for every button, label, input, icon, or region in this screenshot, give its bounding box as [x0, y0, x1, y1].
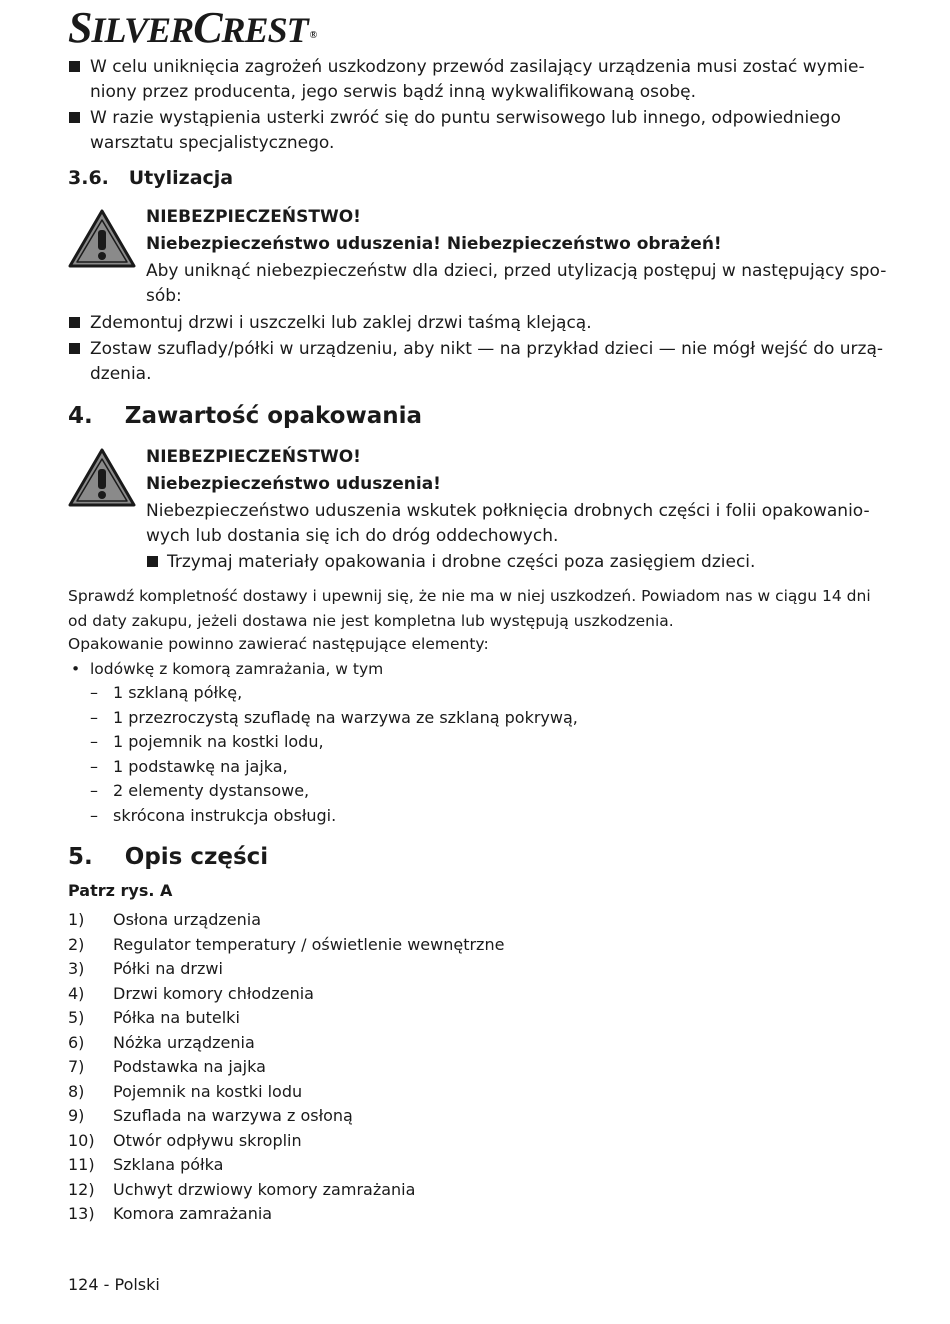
part-label: Szuflada na warzywa z osłoną: [113, 1106, 353, 1125]
brand-logo: SILVERCREST ®: [68, 3, 317, 52]
dash-marker: –: [90, 756, 98, 776]
part-number: 9): [68, 1106, 85, 1125]
list-item: 1 szklaną półkę,: [113, 683, 243, 702]
list-item: W razie wystąpienia usterki zwróć się do puntu serwisowego lub innego, odpowiedniego warsztatu specjalistycznego.: [90, 108, 841, 153]
part-number: 7): [68, 1057, 85, 1076]
part-number: 11): [68, 1155, 95, 1174]
contents-intro: Opakowanie powinno zawierać następujące elementy:: [68, 635, 489, 653]
part-label: Drzwi komory chłodzenia: [113, 983, 314, 1003]
warning-triangle-icon: [68, 208, 136, 268]
part-number: 3): [68, 959, 85, 978]
part-number: 6): [68, 1032, 85, 1052]
list-item: 1 pojemnik na kostki lodu,: [113, 732, 324, 751]
part-label: Półka na butelki: [113, 1008, 240, 1027]
bullet-icon: [69, 343, 80, 354]
bullet-dot: •: [71, 660, 81, 678]
section-heading: 5. Opis części: [68, 844, 269, 870]
part-label: Półki na drzwi: [113, 959, 223, 978]
list-item: Zdemontuj drzwi i uszczelki lub zaklej drzwi taśmą klejącą.: [90, 313, 592, 333]
part-label: Uchwyt drzwiowy komory zamrażania: [113, 1179, 416, 1199]
list-item: 1 przezroczystą szufladę na warzywa ze szklaną pokrywą,: [113, 707, 578, 727]
warning-text: Niebezpieczeństwo uduszenia wskutek połknięcia drobnych części i folii opakowanio- wych lub dostania się ich do dróg oddechowych.: [146, 501, 870, 546]
warning-bullet: Trzymaj materiały opakowania i drobne części poza zasięgiem dzieci.: [167, 552, 756, 572]
part-label: Nóżka urządzenia: [113, 1032, 255, 1052]
part-label: Regulator temperatury / oświetlenie wewnętrzne: [113, 934, 505, 954]
warning-title: NIEBEZPIECZEŃSTWO!: [146, 447, 361, 467]
list-item: skrócona instrukcja obsługi.: [113, 805, 337, 825]
dash-marker: –: [90, 707, 98, 727]
dash-marker: –: [90, 781, 98, 800]
part-number: 13): [68, 1204, 95, 1223]
part-label: Otwór odpływu skroplin: [113, 1130, 302, 1150]
warning-text: Aby uniknąć niebezpieczeństw dla dzieci, przed utylizacją postępuj w następujący spo- sób:: [146, 261, 887, 306]
part-number: 12): [68, 1179, 95, 1199]
dash-marker: –: [90, 683, 98, 702]
part-label: Komora zamrażania: [113, 1204, 273, 1223]
warning-subtitle: Niebezpieczeństwo uduszenia!: [146, 474, 441, 494]
page-number: 124 - Polski: [68, 1275, 160, 1294]
part-number: 1): [68, 910, 85, 929]
part-number: 8): [68, 1081, 85, 1101]
figure-reference: Patrz rys. A: [68, 881, 173, 900]
section-heading: 3.6. Utylizacja: [68, 167, 234, 189]
part-label: Szklana półka: [113, 1155, 224, 1174]
part-number: 4): [68, 983, 85, 1003]
warning-title: NIEBEZPIECZEŃSTWO!: [146, 207, 361, 227]
part-number: 5): [68, 1008, 85, 1027]
bullet-icon: [69, 317, 80, 328]
contents-main: lodówkę z komorą zamrażania, w tym: [90, 660, 384, 678]
dash-marker: –: [90, 805, 98, 825]
bullet-icon: [69, 112, 80, 123]
list-item: 2 elementy dystansowe,: [113, 781, 310, 800]
paragraph: Sprawdź kompletność dostawy i upewnij się, że nie ma w niej uszkodzeń. Powiadom nas w ciągu 14 dni od daty zakupu, jeżeli dostawa nie jest kompletna lub występują uszkodzenia.: [68, 587, 871, 630]
part-label: Osłona urządzenia: [113, 910, 262, 929]
list-item: W celu uniknięcia zagrożeń uszkodzony przewód zasilający urządzenia musi zostać wymie- niony przez producenta, jego serwis bądź inną wykwalifikowaną osobę.: [90, 57, 865, 102]
list-item: 1 podstawkę na jajka,: [113, 756, 288, 776]
dash-marker: –: [90, 732, 98, 751]
part-number: 10): [68, 1130, 95, 1150]
part-number: 2): [68, 934, 85, 954]
bullet-icon: [69, 61, 80, 72]
bullet-icon: [147, 556, 158, 567]
warning-subtitle: Niebezpieczeństwo uduszenia! Niebezpieczeństwo obrażeń!: [146, 234, 722, 254]
warning-triangle-icon: [68, 447, 136, 507]
part-label: Podstawka na jajka: [113, 1057, 266, 1076]
section-heading: 4. Zawartość opakowania: [68, 403, 423, 429]
list-item: Zostaw szuflady/półki w urządzeniu, aby nikt — na przykład dzieci — nie mógł wejść do urzą- dzenia.: [90, 339, 883, 384]
part-label: Pojemnik na kostki lodu: [113, 1081, 303, 1101]
